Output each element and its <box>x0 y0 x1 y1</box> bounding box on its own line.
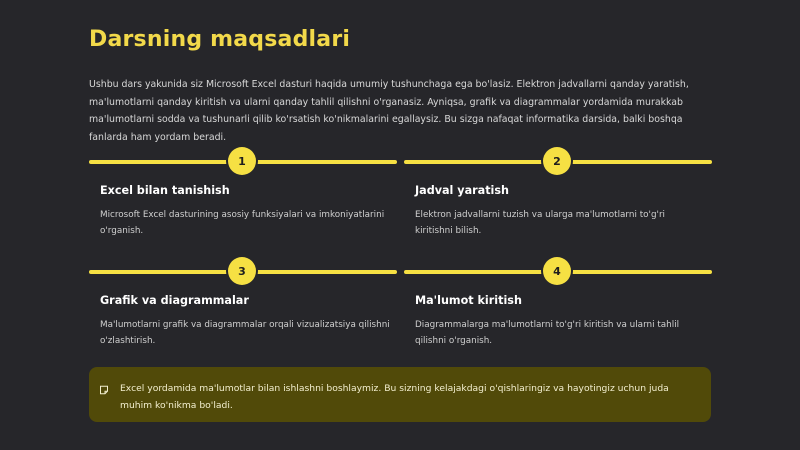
info-callout <box>89 367 711 422</box>
step-title: Excel bilan tanishish <box>100 184 230 197</box>
step-number-badge: 1 <box>228 147 256 175</box>
callout-text: Excel yordamida ma'lumotlar bilan ishlashni boshlaymiz. Bu sizning kelajakdagi o'qishlaringiz va hayotingiz uchun juda muhim ko'nikma bo'ladi. <box>120 383 669 411</box>
step-title: Jadval yaratish <box>415 184 510 197</box>
step-number-badge: 3 <box>228 257 256 285</box>
step-description: Ma'lumotlarni grafik va diagrammalar orqali vizualizatsiya qilishni o'zlashtirish. <box>100 320 390 346</box>
step-title: Grafik va diagrammalar <box>100 294 249 307</box>
step-description: Microsoft Excel dasturining asosiy funksiyalari va imkoniyatlarini o'rganish. <box>100 210 385 236</box>
page-title: Darsning maqsadlari <box>89 27 351 52</box>
note-icon <box>99 380 109 390</box>
step-title: Ma'lumot kiritish <box>415 294 522 307</box>
step-number-badge: 2 <box>543 147 571 175</box>
intro-paragraph: Ushbu dars yakunida siz Microsoft Excel dasturi haqida umumiy tushunchaga ega bo'lasiz. Elektron jadvallarni qanday yaratish, ma'lumotlarni qanday kiritish va ularni qanday tahlil qilishni o'rganasiz. Ayniqsa, grafik va diagrammalar yordamida murakkab ma'lumotlarni sodda va tushunarli qilib ko'rsatish ko'nikmalarini egallaysiz. Bu sizga nafaqat informatika darsida, balki boshqa fanlarda ham yordam beradi. <box>89 79 689 143</box>
step-number-badge: 4 <box>543 257 571 285</box>
step-description: Diagrammalarga ma'lumotlarni to'g'ri kiritish va ularni tahlil qilishni o'rganish. <box>415 320 680 346</box>
step-description: Elektron jadvallarni tuzish va ularga ma'lumotlarni to'g'ri kiritishni bilish. <box>415 210 666 236</box>
